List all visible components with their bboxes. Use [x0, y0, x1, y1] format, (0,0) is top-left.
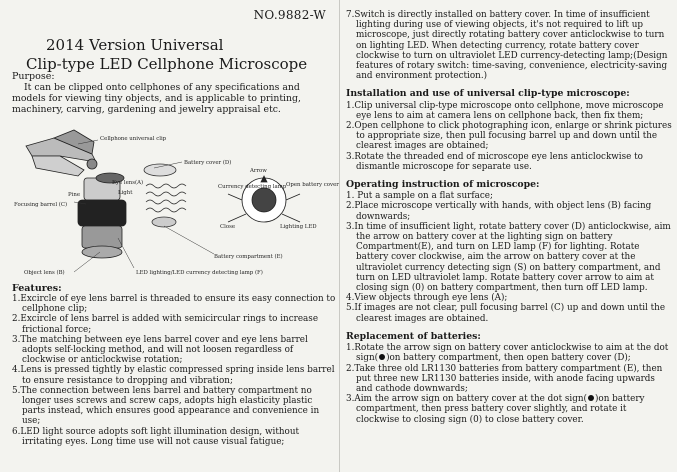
- replacement-heading: Replacement of batteries:: [346, 330, 481, 342]
- operating-step: 2.Place microscope vertically with hands, with object lens (B) facing downwards;: [346, 201, 652, 222]
- feature-item-7: 7.Switch is directly installed on battery cover. In time of insufficient lighting during use of viewing objects, it's not required to lift up microscope, just directly rotating battery cover anticlockwise to turn on lighting LED. When detecting currency, rotate battery cover clockwise to turn on ultraviolet LED currency-detecting lamp;(Design features of rotary switch: time-saving, convenience, electricity-saving and environment protection.): [346, 10, 668, 82]
- label-clip: Cellphone universal clip: [100, 136, 167, 142]
- microscope-diagram: [14, 118, 340, 280]
- label-light: Light: [118, 190, 133, 196]
- feature-item: 3.The matching between eye lens barrel cover and eye lens barrel adopts self-locking method, and will not loosen regardless of clockwise or anticlockwise rotation;: [12, 334, 308, 366]
- left-page: [6, 0, 339, 472]
- phone-clip-drawing: [26, 130, 97, 176]
- label-battery-cover: Battery cover (D): [184, 160, 232, 166]
- title-line-1: 2014 Version Universal: [46, 36, 224, 54]
- dot-sign-icon: [588, 395, 594, 401]
- operating-step: 3.In time of insufficient light, rotate battery cover (D) anticlockwise, aim the arrow on battery cover at the lighting sign on battery Compartment(E), and turn on LED lamp (F) for lighting. Rotate battery cover clockwise, aim the arrow on battery cover at the ultraviolet currency detecting sign (S) on battery compartment, and turn on LED ultraviolet lamp. Rotate battery cover arrow to aim at closing sign (0) on battery compartment, then turn off LED lamp.: [346, 221, 671, 294]
- replacement-list: [346, 343, 672, 425]
- label-open: Open battery cover: [286, 182, 339, 188]
- label-arrow: Arrow: [250, 168, 267, 174]
- label-close: Close: [220, 224, 236, 230]
- feature-item: 2.Excircle of lens barrel is added with semicircular rings to increase frictional force;: [12, 314, 319, 335]
- feature-item: 6.LED light source adopts soft light illumination design, without irritating eyes. Long time use will not cause visual fatigue;: [12, 426, 300, 447]
- replacement-step-3b: )on battery compartment, then press battery cover slightly, and rotate it clockwise to closing sign (0) to close battery cover.: [356, 394, 645, 425]
- operating-step: 5.If images are not clear, pull focusing barrel (C) up and down until the clearest images are obtained.: [346, 303, 666, 324]
- feature-item: 4.Lens is pressed tightly by elastic compressed spring inside lens barrel to ensure resistance to dropping and vibration;: [12, 365, 335, 386]
- label-pine: Pine: [68, 192, 81, 198]
- install-step: 2.Open cellphone to click photographing icon, enlarge or shrink pictures to appropriate size, then pull focusing barrel up and down until the clearest images are obtained;: [346, 121, 672, 152]
- operating-step: 1. Put a sample on a flat surface;: [346, 191, 493, 202]
- label-eye-lens: Eye lens(A): [112, 180, 144, 186]
- replacement-step: [346, 394, 672, 425]
- replacement-step: [346, 343, 672, 363]
- install-step: 1.Clip universal clip-type microscope onto cellphone, move microscope eye lens to aim at camera lens on cellphone back, then fix them;: [346, 100, 664, 121]
- label-lighting: Lighting LED: [280, 224, 317, 230]
- purpose-heading: Purpose:: [12, 71, 55, 82]
- installation-heading: Installation and use of universal clip-type microscope:: [346, 88, 630, 100]
- label-led: LED lighting/LED currency detecting lamp (F): [136, 270, 263, 276]
- purpose-text: It can be clipped onto cellphones of any specifications and models for viewing tiny objects, and is applicable to printing, machinery, carving, gardening and jewelry appraisal etc.: [12, 82, 301, 115]
- label-battery-compartment: Battery compartment (E): [214, 254, 283, 260]
- feature-7-list: [346, 10, 672, 81]
- replacement-step: 2.Take three old LR1130 batteries from battery compartment (E), then put three new LR1130 batteries inside, with anode facing upwards and cathode downwards;: [346, 363, 663, 394]
- operating-step: 4.View objects through eye lens (A);: [346, 293, 508, 304]
- label-currency: Currency detecting lamp: [218, 184, 287, 190]
- spring-drawing: [144, 164, 186, 227]
- label-object-lens: Object lens (B): [24, 270, 65, 276]
- operating-list: [346, 191, 672, 324]
- right-page: [346, 10, 672, 425]
- model-number: NO.9882-W: [253, 8, 326, 22]
- operating-heading: Operating instruction of microscope:: [346, 179, 540, 191]
- install-step: 3.Rotate the threaded end of microscope eye lens anticlockwise to dismantle microscope for separate use.: [346, 151, 643, 172]
- title-line-2: Clip-type LED Cellphone Microscope: [26, 55, 308, 73]
- features-heading: Features:: [12, 283, 62, 294]
- feature-item: 5.The connection between lens barrel and battery compartment no longer uses screws and screw caps, adopts high elasticity plastic parts instead, which ensures good appearance and convenience in use;: [12, 385, 320, 427]
- feature-item: 1.Excircle of eye lens barrel is threaded to ensure its easy connection to cellphone clip;: [12, 294, 336, 315]
- dot-sign-icon: [379, 354, 385, 360]
- features-list: [12, 294, 338, 447]
- replacement-step-3a: 3.Aim the arrow sign on battery cover at the dot sign(: [346, 394, 587, 405]
- label-focusing: Focusing barrel (C): [14, 202, 68, 208]
- replacement-step-1a: 1.Rotate the arrow sign on battery cover anticlockwise to aim at the dot sign(: [346, 343, 669, 364]
- installation-list: [346, 101, 672, 172]
- replacement-step-1b: )on battery compartment, then open battery cover (D);: [386, 353, 631, 364]
